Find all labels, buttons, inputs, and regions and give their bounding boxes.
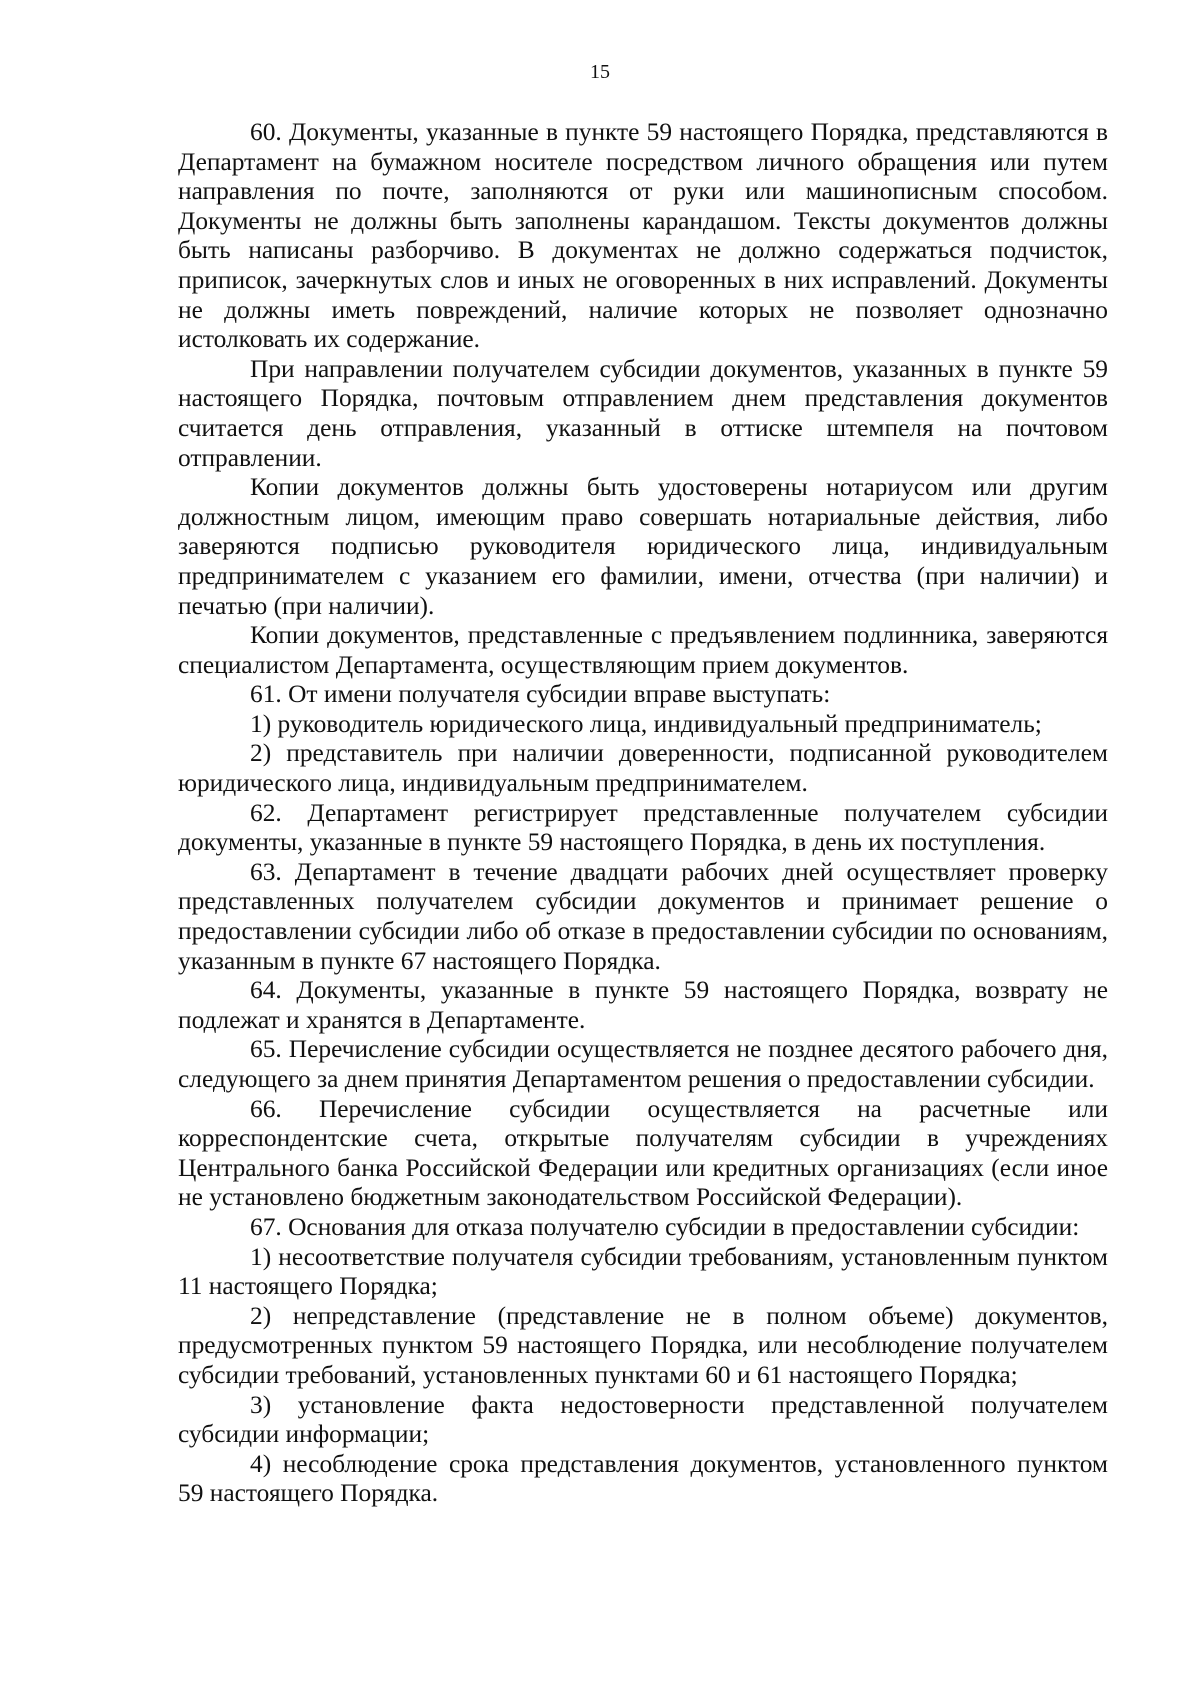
paragraph-66: 66. Перечисление субсидии осуществляется на расчетные или корреспондентские счета, открытые получателям субсидии в учреждениях Центрального банка Российской Федерации или кредитных организациях (если иное не установлено бюджетным законодательством Российской Федерации). [178, 1094, 1108, 1212]
page-number: 15 [590, 61, 610, 83]
paragraph-copies-with-original: Копии документов, представленные с предъявлением подлинника, заверяются специалистом Департамента, осуществляющим прием документов. [178, 621, 1108, 679]
paragraph-61: 61. От имени получателя субсидии вправе выступать: [250, 680, 831, 709]
paragraph-67: 67. Основания для отказа получателю субсидии в предоставлении субсидии: [250, 1212, 1080, 1241]
paragraph-60: 60. Документы, указанные в пункте 59 настоящего Порядка, представляются в Департамент на бумажном носителе посредством личного обращения или путем направления по почте, заполняются от руки или машинописным способом. Документы не должны быть заполнены карандашом. Тексты документов должны быть написаны разборчиво. В документах не должно содержаться подчисток, приписок, зачеркнутых слов и иных не оговоренных в них исправлений. Документы не должны иметь повреждений, наличие которых не позволяет однозначно истолковать их содержание. [178, 118, 1108, 354]
document-body [178, 118, 1108, 1509]
paragraph-67-item-3: 3) установление факта недостоверности представленной получателем субсидии информации; [178, 1390, 1108, 1449]
paragraph-65: 65. Перечисление субсидии осуществляется не позднее десятого рабочего дня, следующего за днем принятия Департаментом решения о предоставлении субсидии. [178, 1035, 1108, 1093]
paragraph-62: 62. Департамент регистрирует представленные получателем субсидии документы, указанные в пункте 59 настоящего Порядка, в день их поступления. [178, 798, 1108, 857]
paragraph-61-item-2: 2) представитель при наличии доверенности, подписанной руководителем юридического лица, индивидуальным предпринимателем. [178, 739, 1108, 798]
paragraph-63: 63. Департамент в течение двадцати рабочих дней осуществляет проверку представленных получателем субсидии документов и принимает решение о предоставлении субсидии либо об отказе в предоставлении субсидии по основаниям, указанным в пункте 67 настоящего Порядка. [178, 857, 1108, 975]
paragraph-67-item-4: 4) несоблюдение срока представления документов, установленного пунктом 59 настоящего Порядка. [178, 1449, 1108, 1508]
paragraph-61-item-1: 1) руководитель юридического лица, индивидуальный предприниматель; [250, 709, 1042, 738]
paragraph-64: 64. Документы, указанные в пункте 59 настоящего Порядка, возврату не подлежат и хранятся в Департаменте. [178, 976, 1108, 1034]
paragraph-copies-certification: Копии документов должны быть удостоверены нотариусом или другим должностным лицом, имеющим право совершать нотариальные действия, либо заверяются подписью руководителя юридического лица, индивидуальным предпринимателем с указанием его фамилии, имени, отчества (при наличии) и печатью (при наличии). [178, 473, 1108, 620]
paragraph-67-item-1: 1) несоответствие получателя субсидии требованиям, установленным пунктом 11 настоящего Порядка; [178, 1242, 1108, 1301]
paragraph-67-item-2: 2) непредставление (представление не в полном объеме) документов, предусмотренных пунктом 59 настоящего Порядка, или несоблюдение получателем субсидии требований, установленных пунктами 60 и 61 настоящего Порядка; [178, 1301, 1108, 1389]
paragraph-postal-submission: При направлении получателем субсидии документов, указанных в пункте 59 настоящего Порядка, почтовым отправлением днем представления документов считается день отправления, указанный в оттиске штемпеля на почтовом отправлении. [178, 354, 1108, 472]
